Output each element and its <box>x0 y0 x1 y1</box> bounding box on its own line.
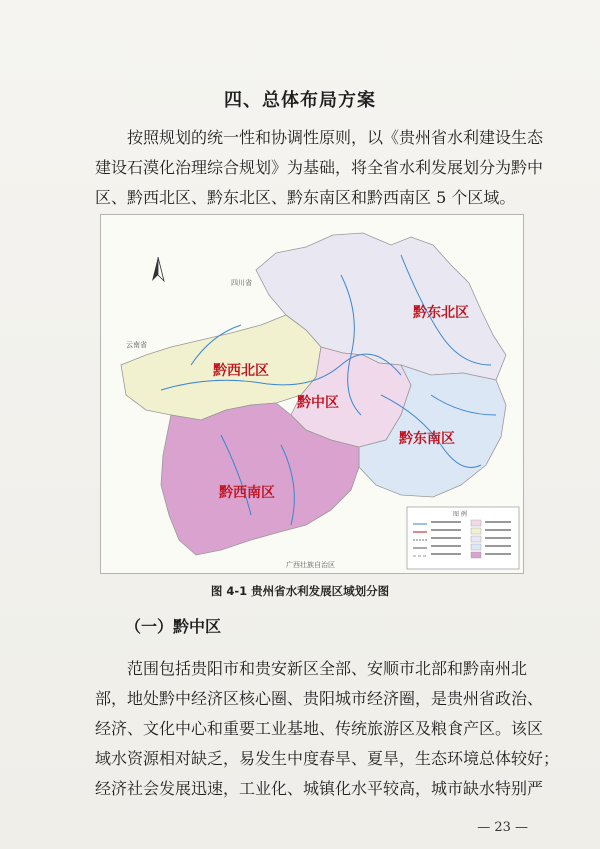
body-line: 部，地处黔中经济区核心圈、贵阳城市经济圈，是贵州省政治、 <box>95 689 544 708</box>
region-label-northwest: 黔西北区 <box>213 363 269 379</box>
body-line: 范围包括贵阳市和贵安新区全部、安顺市北部和黔南州北 <box>127 659 528 678</box>
legend-title: 图 例 <box>453 511 467 518</box>
intro-line: 建设石漠化治理综合规划》为基础，将全省水利发展划分为黔中 <box>95 158 544 177</box>
map-legend <box>407 507 519 569</box>
neighbor-label-sichuan: 四川省 <box>231 279 252 287</box>
intro-line: 按照规划的统一性和协调性原则，以《贵州省水利建设生态 <box>127 128 544 147</box>
neighbor-label-yunnan: 云南省 <box>126 341 147 349</box>
section-title: 四、总体布局方案 <box>224 90 376 111</box>
subsection-title: （一）黔中区 <box>125 617 222 636</box>
neighbor-label-guangxi: 广西壮族自治区 <box>286 561 335 569</box>
body-line: 经济、文化中心和重要工业基地、传统旅游区及粮食产区。该区 <box>95 719 544 738</box>
body-line: 经济社会发展迅速，工业化、城镇化水平较高，城市缺水特别严 <box>95 779 544 798</box>
map-svg <box>101 215 523 573</box>
figure-caption: 图 4-1 贵州省水利发展区域划分图 <box>210 584 390 598</box>
body-paragraph <box>95 654 560 804</box>
intro-line: 区、黔西北区、黔东北区、黔东南区和黔西南区 5 个区域。 <box>95 188 516 207</box>
region-label-southwest: 黔西南区 <box>219 485 275 501</box>
page-number: — 23 — <box>477 820 528 835</box>
north-arrow-icon <box>152 257 164 281</box>
region-label-northeast: 黔东北区 <box>413 305 469 321</box>
region-map <box>100 214 524 574</box>
region-label-southeast: 黔东南区 <box>399 431 455 447</box>
intro-paragraph <box>95 123 544 213</box>
body-line: 域水资源相对缺乏，易发生中度春旱、夏旱，生态环境总体较好； <box>95 749 560 768</box>
region-label-central: 黔中区 <box>297 395 339 411</box>
